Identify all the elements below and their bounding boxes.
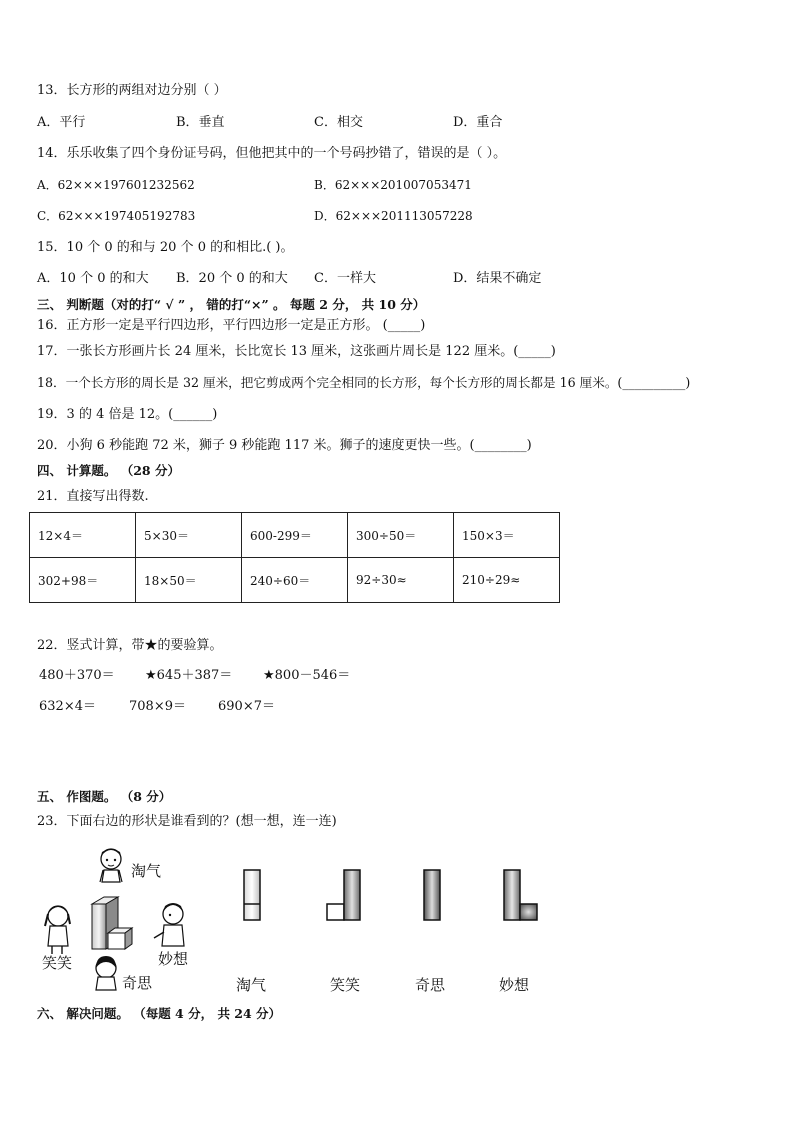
q21-calc-table (29, 512, 560, 603)
q15-stem: 15．10 个 0 的和与 20 个 0 的和相比.( )。 (37, 240, 294, 255)
table-row (30, 558, 560, 603)
section3-title: 三、 判断题（对的打“ √ ” ， 错的打“×” 。 每题 2 分， 共 10 分） (37, 297, 426, 312)
q23-stem: 23．下面右边的形状是谁看到的？(想一想，连一连) (37, 814, 337, 829)
person-label-qisi: 奇思 (122, 974, 153, 992)
child-left-icon (45, 906, 70, 954)
q13-option-c: C．相交 (314, 115, 363, 130)
table-cell: 18×50＝ (136, 558, 242, 603)
view-label-1: 淘气 (236, 976, 267, 994)
section5-title: 五、 作图题。 （8 分） (37, 789, 172, 804)
view-label-4: 妙想 (499, 976, 530, 994)
q20: 20．小狗 6 秒能跑 72 米，狮子 9 秒能跑 117 米。狮子的速度更快一些。(________) (37, 438, 532, 453)
table-cell: 240÷60＝ (242, 558, 348, 603)
q13-stem: 13．长方形的两组对边分别（ ） (37, 83, 227, 98)
section4-title: 四、 计算题。 （28 分） (37, 463, 180, 478)
q22-expr: 480＋370＝ (39, 668, 115, 683)
person-label-miaoxiang: 妙想 (158, 950, 189, 968)
child-bottom-icon (96, 956, 116, 990)
q22-expr: 708×9＝ (129, 699, 186, 714)
q14-option-c: C．62×××197405192783 (37, 209, 196, 223)
q15-option-c: C．一样大 (314, 271, 376, 286)
q13-option-b: B．垂直 (176, 115, 225, 130)
table-cell: 600-299＝ (242, 513, 348, 558)
view-2-shape (325, 868, 365, 924)
q13-option-d: D．重合 (453, 115, 503, 130)
child-right-icon (154, 903, 184, 946)
section6-title: 六、 解决问题。 （每题 4 分， 共 24 分） (37, 1006, 282, 1021)
q14-option-a: A．62×××197601232562 (37, 178, 195, 192)
view-4-shape (500, 868, 544, 924)
table-cell: 5×30＝ (136, 513, 242, 558)
q19: 19．3 的 4 倍是 12。(______) (37, 407, 218, 422)
q15-option-b: B．20 个 0 的和大 (176, 271, 288, 286)
table-cell: 150×3＝ (454, 513, 560, 558)
table-cell: 12×4＝ (30, 513, 136, 558)
q22-expr: ★800－546＝ (263, 668, 351, 683)
person-label-taoqi: 淘气 (131, 862, 162, 880)
table-cell: 302+98＝ (30, 558, 136, 603)
small-cube (108, 928, 132, 949)
q22-expr: 690×7＝ (218, 699, 275, 714)
q14-option-d: D．62×××201113057228 (314, 209, 473, 223)
q14-stem: 14．乐乐收集了四个身份证号码，但他把其中的一个号码抄错了，错误的是（ ）。 (37, 146, 507, 161)
q21-stem: 21．直接写出得数. (37, 489, 149, 504)
child-top-icon (100, 849, 122, 882)
q16: 16．正方形一定是平行四边形，平行四边形一定是正方形。 (_____) (37, 318, 426, 333)
table-cell: 210÷29≈ (454, 558, 560, 603)
view-1-front-shape (240, 868, 270, 924)
q17: 17．一张长方形画片长 24 厘米，长比宽长 13 厘米，这张画片周长是 122 厘米。(_____) (37, 344, 556, 359)
q22-expr: 632×4＝ (39, 699, 96, 714)
q18: 18．一个长方形的周长是 32 厘米，把它剪成两个完全相同的长方形，每个长方形的周长都是 16 厘米。(__________) (37, 375, 691, 390)
q15-option-a: A．10 个 0 的和大 (37, 271, 149, 286)
q13-option-a: A．平行 (37, 115, 86, 130)
q15-option-d: D．结果不确定 (453, 271, 542, 286)
table-cell: 92÷30≈ (348, 558, 454, 603)
q14-option-b: B．62×××201007053471 (314, 178, 472, 192)
view-3-shape (420, 868, 450, 924)
view-label-3: 奇思 (415, 976, 446, 994)
person-label-xiaoxiao: 笑笑 (42, 954, 73, 972)
q22-stem: 22．竖式计算，带★的要验算。 (37, 638, 223, 653)
table-row (30, 513, 560, 558)
table-cell: 300÷50＝ (348, 513, 454, 558)
q22-expr: ★645＋387＝ (145, 668, 233, 683)
view-label-2: 笑笑 (330, 976, 361, 994)
